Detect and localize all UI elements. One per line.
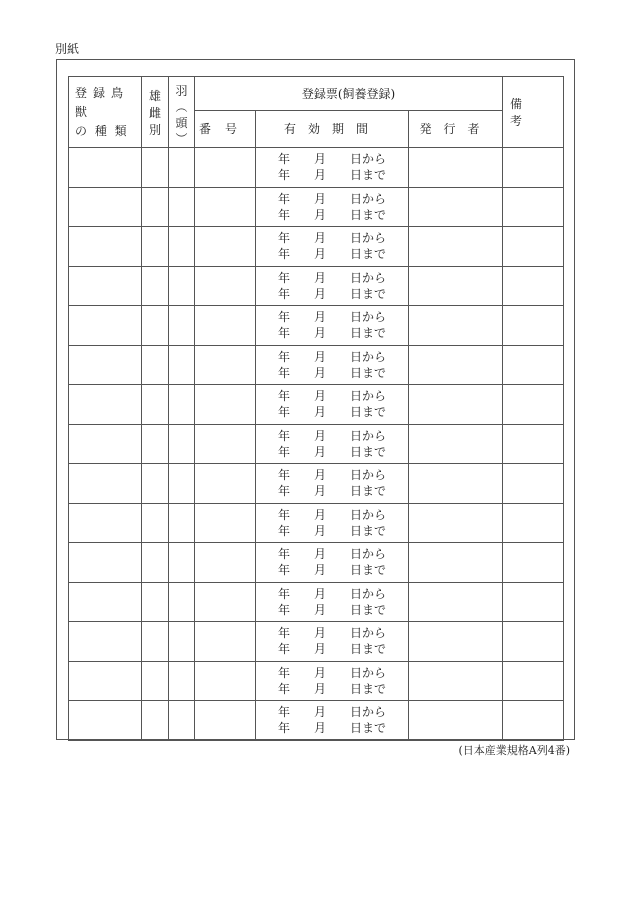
sex-cell[interactable]: [142, 503, 169, 543]
period-to: 年 月 日まで: [277, 563, 386, 578]
count-cell[interactable]: [169, 661, 195, 701]
period-to: 年 月 日まで: [277, 286, 386, 301]
validity-header: [256, 110, 409, 147]
period-to: 年 月 日まで: [277, 484, 386, 499]
species-cell[interactable]: [69, 187, 142, 227]
issuer-cell[interactable]: [409, 148, 503, 188]
number-cell[interactable]: [195, 661, 256, 701]
number-cell[interactable]: [195, 464, 256, 504]
number-cell[interactable]: [195, 227, 256, 267]
sex-cell[interactable]: [142, 424, 169, 464]
remarks-cell[interactable]: [503, 543, 564, 583]
period-to: 年 月 日まで: [277, 247, 386, 262]
species-cell[interactable]: [69, 543, 142, 583]
validity-cell[interactable]: [256, 266, 409, 306]
remarks-cell[interactable]: [503, 661, 564, 701]
count-cell[interactable]: [169, 345, 195, 385]
period-from: 年 月 日から: [277, 507, 386, 522]
period-to: 年 月 日まで: [277, 602, 386, 617]
sex-header-line3: 別: [148, 122, 161, 137]
period-from: 年 月 日から: [277, 665, 386, 680]
period-from: 年 月 日から: [277, 231, 386, 246]
period-from: 年 月 日から: [277, 191, 386, 206]
sheet-label: 別紙: [55, 42, 80, 56]
table-row: [69, 503, 564, 543]
species-cell[interactable]: [69, 306, 142, 346]
species-cell[interactable]: [69, 148, 142, 188]
period-to: 年 月 日まで: [277, 642, 386, 657]
period-from: 年 月 日から: [277, 428, 386, 443]
sex-header: [142, 77, 169, 148]
period-from: 年 月 日から: [277, 389, 386, 404]
table-row: [69, 582, 564, 622]
number-cell[interactable]: [195, 148, 256, 188]
validity-cell[interactable]: [256, 227, 409, 267]
remarks-header: [503, 77, 564, 148]
species-header-line2: の 種 類: [75, 123, 129, 138]
issuer-cell[interactable]: [409, 345, 503, 385]
table-row: [69, 622, 564, 662]
table-row: [69, 661, 564, 701]
species-cell[interactable]: [69, 503, 142, 543]
header-row-top: [69, 77, 564, 111]
validity-cell[interactable]: [256, 543, 409, 583]
validity-cell[interactable]: [256, 503, 409, 543]
sex-cell[interactable]: [142, 701, 169, 741]
species-cell[interactable]: [69, 582, 142, 622]
number-header-text: 番号: [198, 122, 251, 137]
table-row: [69, 266, 564, 306]
issuer-cell[interactable]: [409, 424, 503, 464]
period-from: 年 月 日から: [277, 705, 386, 720]
validity-cell[interactable]: [256, 661, 409, 701]
count-cell[interactable]: [169, 582, 195, 622]
table-row: [69, 464, 564, 504]
count-header: [169, 77, 195, 148]
period-to: 年 月 日まで: [277, 168, 386, 183]
species-cell[interactable]: [69, 266, 142, 306]
number-cell[interactable]: [195, 385, 256, 425]
species-header-line1: 登録鳥獣: [75, 85, 130, 119]
validity-cell[interactable]: [256, 306, 409, 346]
issuer-cell[interactable]: [409, 385, 503, 425]
species-cell[interactable]: [69, 661, 142, 701]
period-to: 年 月 日まで: [277, 326, 386, 341]
sex-cell[interactable]: [142, 385, 169, 425]
count-cell[interactable]: [169, 503, 195, 543]
count-cell[interactable]: [169, 306, 195, 346]
period-to: 年 月 日まで: [277, 523, 386, 538]
count-header-line4: ︶: [175, 132, 188, 146]
remarks-cell[interactable]: [503, 266, 564, 306]
sex-cell[interactable]: [142, 464, 169, 504]
table-row: [69, 227, 564, 267]
sex-header-line2: 雌: [148, 105, 161, 120]
number-cell[interactable]: [195, 266, 256, 306]
issuer-cell[interactable]: [409, 701, 503, 741]
validity-cell[interactable]: [256, 148, 409, 188]
species-cell[interactable]: [69, 345, 142, 385]
species-header: [69, 77, 142, 148]
species-cell[interactable]: [69, 464, 142, 504]
species-cell[interactable]: [69, 622, 142, 662]
validity-cell[interactable]: [256, 345, 409, 385]
issuer-cell[interactable]: [409, 503, 503, 543]
remarks-cell[interactable]: [503, 622, 564, 662]
issuer-cell[interactable]: [409, 306, 503, 346]
sex-cell[interactable]: [142, 306, 169, 346]
count-header-line3: 頭: [175, 116, 188, 130]
registration-header: 登録票(飼養登録): [195, 77, 503, 111]
number-cell[interactable]: [195, 187, 256, 227]
remarks-cell[interactable]: [503, 306, 564, 346]
period-to: 年 月 日まで: [277, 207, 386, 222]
sex-cell[interactable]: [142, 227, 169, 267]
sex-cell[interactable]: [142, 543, 169, 583]
table-row: [69, 345, 564, 385]
number-cell[interactable]: [195, 582, 256, 622]
issuer-cell[interactable]: [409, 543, 503, 583]
count-cell[interactable]: [169, 187, 195, 227]
remarks-cell[interactable]: [503, 503, 564, 543]
validity-cell[interactable]: [256, 622, 409, 662]
issuer-header-text: 発行者: [419, 122, 492, 137]
count-cell[interactable]: [169, 227, 195, 267]
number-cell[interactable]: [195, 701, 256, 741]
count-cell[interactable]: [169, 622, 195, 662]
period-from: 年 月 日から: [277, 310, 386, 325]
count-cell[interactable]: [169, 424, 195, 464]
validity-cell[interactable]: [256, 385, 409, 425]
table-row: [69, 385, 564, 425]
remarks-cell[interactable]: [503, 385, 564, 425]
sex-header-line1: 雄: [148, 88, 161, 103]
species-cell[interactable]: [69, 227, 142, 267]
issuer-cell[interactable]: [409, 622, 503, 662]
validity-cell[interactable]: [256, 464, 409, 504]
issuer-cell[interactable]: [409, 582, 503, 622]
period-from: 年 月 日から: [277, 468, 386, 483]
remarks-cell[interactable]: [503, 187, 564, 227]
issuer-cell[interactable]: [409, 227, 503, 267]
period-from: 年 月 日から: [277, 626, 386, 641]
period-to: 年 月 日まで: [277, 365, 386, 380]
number-cell[interactable]: [195, 543, 256, 583]
number-header: [195, 110, 256, 147]
period-to: 年 月 日まで: [277, 681, 386, 696]
number-cell[interactable]: [195, 622, 256, 662]
species-cell[interactable]: [69, 701, 142, 741]
issuer-cell[interactable]: [409, 661, 503, 701]
sex-cell[interactable]: [142, 345, 169, 385]
species-cell[interactable]: [69, 424, 142, 464]
remarks-cell[interactable]: [503, 582, 564, 622]
issuer-cell[interactable]: [409, 266, 503, 306]
period-from: 年 月 日から: [277, 349, 386, 364]
sex-cell[interactable]: [142, 148, 169, 188]
table-row: [69, 306, 564, 346]
number-cell[interactable]: [195, 306, 256, 346]
registration-table: [68, 76, 564, 741]
period-from: 年 月 日から: [277, 586, 386, 601]
count-cell[interactable]: [169, 464, 195, 504]
count-header-line1: 羽: [175, 84, 188, 98]
remarks-cell[interactable]: [503, 227, 564, 267]
sex-cell[interactable]: [142, 582, 169, 622]
number-cell[interactable]: [195, 503, 256, 543]
sex-cell[interactable]: [142, 266, 169, 306]
period-to: 年 月 日まで: [277, 405, 386, 420]
sex-cell[interactable]: [142, 187, 169, 227]
remarks-cell[interactable]: [503, 148, 564, 188]
remarks-header-text: 備考: [510, 97, 547, 128]
validity-cell[interactable]: [256, 582, 409, 622]
table-row: [69, 424, 564, 464]
table-row: [69, 701, 564, 741]
count-cell[interactable]: [169, 148, 195, 188]
remarks-cell[interactable]: [503, 464, 564, 504]
table-row: [69, 148, 564, 188]
number-cell[interactable]: [195, 424, 256, 464]
period-from: 年 月 日から: [277, 152, 386, 167]
count-cell[interactable]: [169, 266, 195, 306]
issuer-cell[interactable]: [409, 464, 503, 504]
period-to: 年 月 日まで: [277, 721, 386, 736]
validity-cell[interactable]: [256, 424, 409, 464]
table-row: [69, 543, 564, 583]
number-cell[interactable]: [195, 345, 256, 385]
count-cell[interactable]: [169, 385, 195, 425]
remarks-cell[interactable]: [503, 345, 564, 385]
count-header-line2: ︵: [175, 100, 188, 114]
species-cell[interactable]: [69, 385, 142, 425]
issuer-cell[interactable]: [409, 187, 503, 227]
period-from: 年 月 日から: [277, 547, 386, 562]
remarks-cell[interactable]: [503, 701, 564, 741]
table-row: [69, 187, 564, 227]
count-cell[interactable]: [169, 701, 195, 741]
issuer-header: [409, 110, 503, 147]
validity-cell[interactable]: [256, 701, 409, 741]
paper-size-note: (日本産業規格A列4番): [458, 744, 570, 757]
period-from: 年 月 日から: [277, 270, 386, 285]
validity-cell[interactable]: [256, 187, 409, 227]
sex-cell[interactable]: [142, 661, 169, 701]
validity-header-text: 有効期間: [283, 122, 380, 137]
remarks-cell[interactable]: [503, 424, 564, 464]
period-to: 年 月 日まで: [277, 444, 386, 459]
count-cell[interactable]: [169, 543, 195, 583]
sex-cell[interactable]: [142, 622, 169, 662]
